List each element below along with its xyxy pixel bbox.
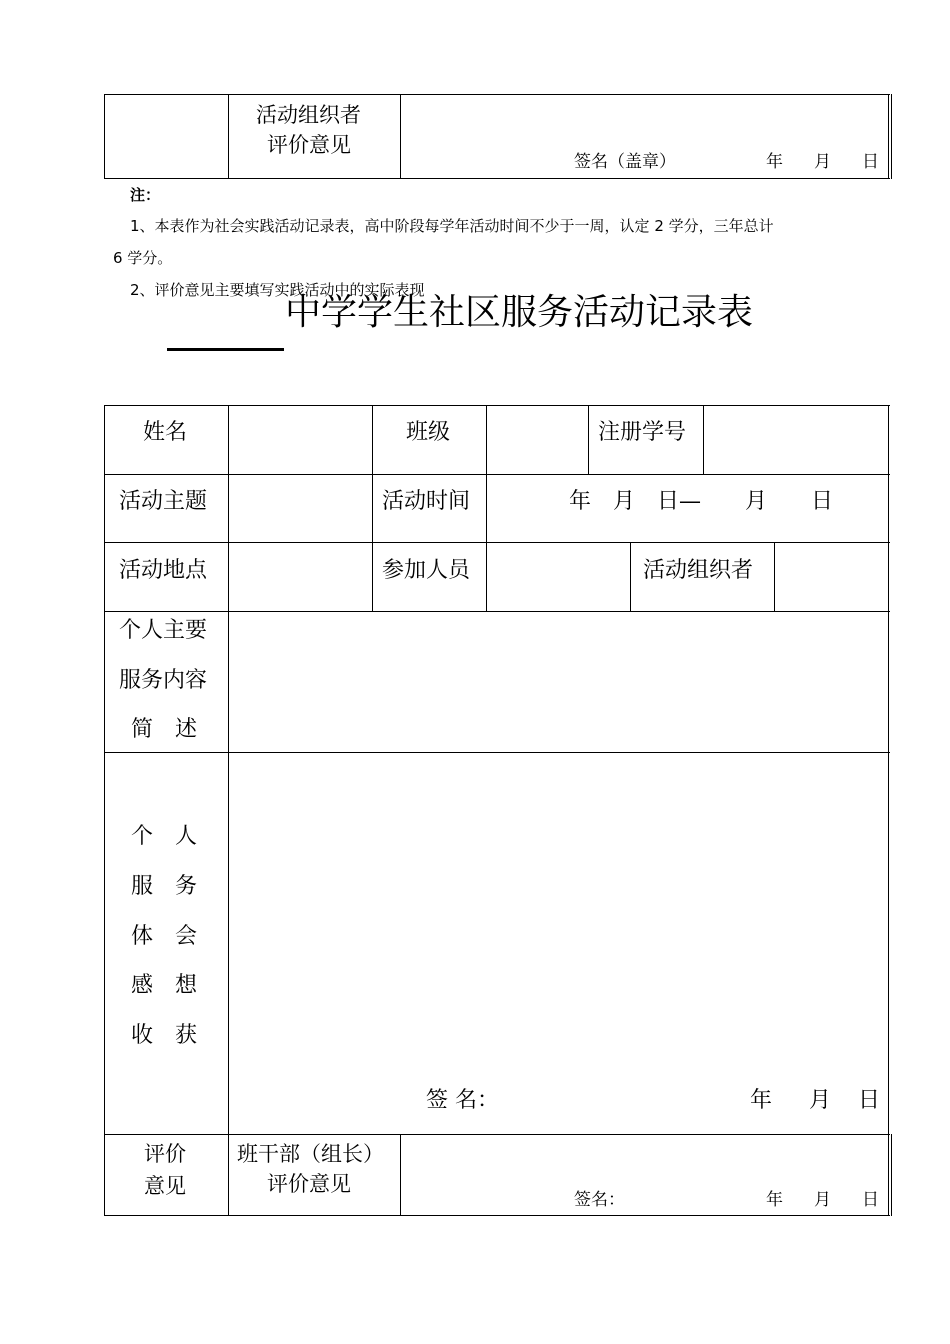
exp-label-5: 收 获 <box>131 1023 198 1048</box>
exp-label-1: 个 人 <box>131 824 198 849</box>
cadre-day: 日 <box>862 1190 879 1210</box>
exp-day: 日 <box>858 1088 881 1113</box>
organizer-label: 活动组织者 <box>643 558 754 583</box>
class-field[interactable] <box>487 406 588 474</box>
cadre-year: 年 <box>766 1190 783 1210</box>
title-underline <box>167 348 284 351</box>
eval-label-1: 评价 <box>144 1142 186 1166</box>
note-2: 2、评价意见主要填写实践活动中的实际表现 <box>130 281 425 299</box>
content-field[interactable] <box>229 612 888 752</box>
place-field[interactable] <box>229 543 372 611</box>
name-label: 姓名 <box>143 420 188 445</box>
notes-title: 注： <box>130 186 161 204</box>
exp-label-2: 服 务 <box>131 874 198 899</box>
participants-field[interactable] <box>487 543 630 611</box>
content-label-1: 个人主要 <box>119 618 208 643</box>
content-label-3: 简 述 <box>131 717 198 742</box>
class-label: 班级 <box>406 420 451 445</box>
cadre-label-2: 评价意见 <box>267 1172 351 1196</box>
organizer-eval-label: 活动组织者 <box>256 103 361 127</box>
organizer-field[interactable] <box>775 543 888 611</box>
cadre-label-1: 班干部（组长） <box>237 1142 384 1166</box>
exp-year: 年 <box>750 1088 773 1113</box>
participants-label: 参加人员 <box>382 558 471 583</box>
time-value[interactable]: 年 月 日— 月 日 <box>569 489 834 514</box>
cadre-month: 月 <box>814 1190 831 1210</box>
top-sign-label: 签名（盖章） <box>574 152 676 172</box>
cadre-sign-label: 签名： <box>574 1190 625 1210</box>
top-year: 年 <box>766 152 783 172</box>
cadre-eval-field[interactable] <box>401 1135 888 1185</box>
theme-field[interactable] <box>229 475 372 542</box>
name-field[interactable] <box>229 406 372 474</box>
top-month: 月 <box>814 152 831 172</box>
eval-label-2: 意见 <box>144 1174 186 1198</box>
note-1-cont: 6 学分。 <box>113 249 173 267</box>
reg-no-field[interactable] <box>704 406 888 474</box>
page-title: 中学学生社区服务活动记录表 <box>285 292 754 333</box>
note-1: 1、本表作为社会实践活动记录表，高中阶段每学年活动时间不少于一周，认定 2 学分，三年总计 <box>130 217 774 235</box>
reg-no-label: 注册学号 <box>598 420 687 445</box>
content-label-2: 服务内容 <box>119 668 208 693</box>
place-label: 活动地点 <box>119 558 208 583</box>
exp-label-4: 感 想 <box>131 973 198 998</box>
exp-sign-label: 签 名： <box>426 1088 499 1113</box>
time-label: 活动时间 <box>382 489 471 514</box>
exp-month: 月 <box>809 1088 832 1113</box>
experience-field[interactable] <box>229 753 888 1083</box>
top-day: 日 <box>862 152 879 172</box>
exp-label-3: 体 会 <box>131 924 198 949</box>
theme-label: 活动主题 <box>119 489 208 514</box>
organizer-eval-label-2: 评价意见 <box>267 133 351 157</box>
